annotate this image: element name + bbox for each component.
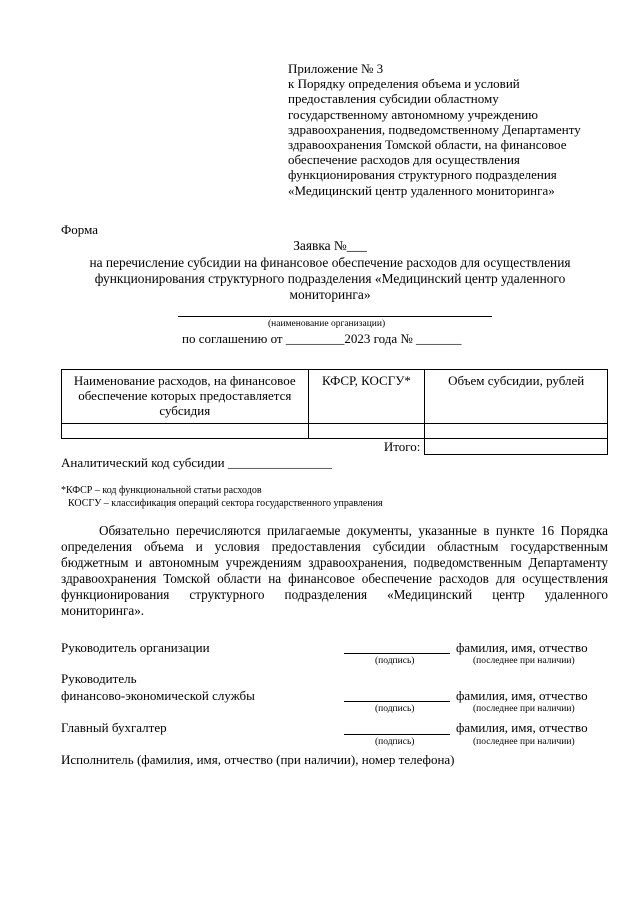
head-signature-line[interactable] bbox=[344, 653, 450, 654]
head-fio: фамилия, имя, отчество bbox=[456, 640, 588, 655]
subsidy-table bbox=[61, 369, 608, 455]
footnote-kosgu: КОСГУ – классификация операций сектора государственного управления bbox=[68, 498, 383, 509]
appendix-line: обеспечение расходов для осуществления bbox=[288, 152, 520, 168]
total-label: Итого: bbox=[62, 439, 425, 455]
signature-caption: (подпись) bbox=[375, 737, 415, 747]
table-cell[interactable] bbox=[62, 424, 309, 439]
organization-caption: (наименование организации) bbox=[268, 319, 386, 329]
organization-name-field[interactable] bbox=[178, 316, 492, 317]
accountant-signature-line[interactable] bbox=[344, 734, 450, 735]
patronymic-caption: (последнее при наличии) bbox=[473, 737, 575, 747]
finance-fio: фамилия, имя, отчество bbox=[456, 688, 588, 703]
appendix-line: Приложение № 3 bbox=[288, 61, 384, 76]
table-total-row bbox=[62, 439, 608, 455]
finance-signature-line[interactable] bbox=[344, 701, 450, 702]
executor-line: Исполнитель (фамилия, имя, отчество (при наличии), номер телефона) bbox=[61, 752, 455, 767]
title-line-1: на перечисление субсидии на финансовое обеспечение расходов для осуществления bbox=[89, 255, 571, 270]
header-kfsr: КФСР, КОСГУ* bbox=[308, 370, 425, 424]
header-expenses: Наименование расходов, на финансовое обеспечение которых предоставляется субсидия bbox=[62, 370, 309, 424]
appendix-line: «Медицинский центр удаленного мониторинга» bbox=[288, 182, 555, 198]
appendix-line: предоставления субсидии областному bbox=[288, 91, 499, 107]
title-line-2: функционирования структурного подразделения «Медицинский центр удаленного bbox=[94, 271, 566, 286]
appendix-line: здравоохранения Томской области, на финансовое bbox=[288, 137, 567, 153]
appendix-line: государственному автономному учреждению bbox=[288, 106, 538, 122]
documents-paragraph bbox=[61, 523, 608, 619]
total-value-cell[interactable] bbox=[425, 439, 608, 455]
patronymic-caption: (последнее при наличии) bbox=[473, 656, 575, 666]
table-cell[interactable] bbox=[308, 424, 425, 439]
signature-caption: (подпись) bbox=[375, 656, 415, 666]
analytic-code: Аналитический код субсидии ________________ bbox=[61, 455, 332, 470]
footnote-kfsr: *КФСР – код функциональной статьи расходов bbox=[61, 485, 262, 496]
appendix-header bbox=[288, 61, 618, 198]
table-header-row bbox=[62, 370, 608, 424]
accountant-fio: фамилия, имя, отчество bbox=[456, 720, 588, 735]
documents-paragraph-text: Обязательно перечисляются прилагаемые документы, указанные в пункте 16 Порядка определения объема и условия предоставления субсидии областным государственным бюджетным и автономным учреждениям здравоохранения, подведомственным Департаменту здравоохранения Томской области на финансовое обеспечение расходов для осуществления функционирования структурного подразделения «Медицинский центр удаленного мониторинга». bbox=[61, 523, 608, 618]
agreement-line: по соглашению от _________2023 года № _______ bbox=[182, 331, 462, 346]
request-number: Заявка №___ bbox=[293, 238, 367, 253]
title-line-3: мониторинга» bbox=[289, 287, 371, 302]
form-label: Форма bbox=[61, 222, 98, 237]
appendix-line: здравоохранения, подведомственному Департаменту bbox=[288, 121, 581, 137]
finance-label-2: финансово-экономической службы bbox=[61, 688, 255, 703]
patronymic-caption: (последнее при наличии) bbox=[473, 704, 575, 714]
finance-label-1: Руководитель bbox=[61, 671, 137, 686]
head-label: Руководитель организации bbox=[61, 640, 210, 655]
appendix-line: функционирования структурного подразделения bbox=[288, 167, 557, 183]
signature-caption: (подпись) bbox=[375, 704, 415, 714]
table-row bbox=[62, 424, 608, 439]
header-amount: Объем субсидии, рублей bbox=[425, 370, 608, 424]
appendix-line: к Порядку определения объема и условий bbox=[288, 76, 520, 92]
accountant-label: Главный бухгалтер bbox=[61, 720, 167, 735]
table-cell[interactable] bbox=[425, 424, 608, 439]
